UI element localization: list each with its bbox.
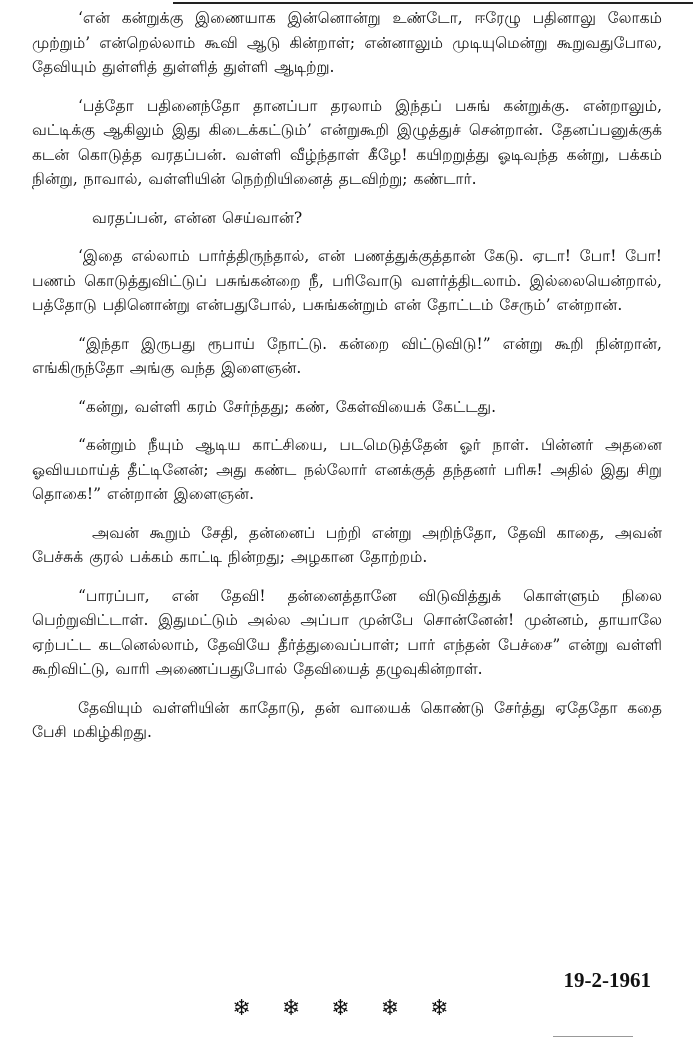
paragraph-2: ‘பத்தோ பதினைந்தோ தானப்பா தரலாம் இந்தப் பசுங் கன்றுக்கு. என்றாலும், வட்டிக்கு ஆகிலும் இது கிடைக்கட்டும்’ என்றுகூறி இழுத்துச் சென்றான். தேனப்பனுக்குக் கடன் கொடுத்த வரதப்பன். வள்ளி வீழ்ந்தாள் கீழே! கயிறறுத்து ஓடிவந்த கன்று, பக்கம் நின்று, நாவால், வள்ளியின் நெற்றியினைத் தடவிற்று; கண்டார். <box>32 96 662 188</box>
page-body <box>32 6 662 759</box>
paragraph-10: தேவியும் வள்ளியின் காதோடு, தன் வாயைக் கொண்டு சேர்த்து ஏதேதோ கதை பேசி மகிழ்கிறது. <box>32 698 662 741</box>
bottom-rule <box>553 1036 633 1037</box>
paragraph-9: “பாரப்பா, என் தேவி! தன்னைத்தானே விடுவித்துக் கொள்ளும் நிலை பெற்றுவிட்டாள். இதுமட்டும் அல்ல அப்பா முன்பே சொன்னேன்! முன்னம், தாயாலே ஏற்பட்ட கடனெல்லாம், தேவியே தீர்த்துவைப்பாள்; பார் எந்தன் பேச்சை” என்று வள்ளி கூறிவிட்டு, வாரி அணைப்பதுபோல் தேவியைத் தழுவுகின்றாள். <box>32 586 662 678</box>
paragraph-7: “கன்றும் நீயும் ஆடிய காட்சியை, படமெடுத்தேன் ஓர் நாள். பின்னர் அதனை ஓவியமாய்த் தீட்டினேன்; அது கண்ட நல்லோர் எனக்குத் தந்தனர் பரிசு! அதில் இது சிறு தொகை!” என்றான் இளைஞன். <box>32 436 662 503</box>
paragraph-6: “கன்று, வள்ளி கரம் சேர்ந்தது; கண், கேள்வியைக் கேட்டது. <box>78 397 496 416</box>
paragraph-5: “இந்தா இருபது ரூபாய் நோட்டு. கன்றை விட்டுவிடு!” என்று கூறி நின்றான், எங்கிருந்தோ அங்கு வந்த இளைஞன். <box>32 334 662 377</box>
date-stamp: 19-2-1961 <box>563 968 651 992</box>
paragraph-4: ‘இதை எல்லாம் பார்த்திருந்தால், என் பணத்துக்குத்தான் கேடு. ஏடா! போ! போ! பணம் கொடுத்துவிட்டுப் பசுங்கன்றை நீ, பரிவோடு வளர்த்திடலாம். இல்லையென்றால், பத்தோடு பதினொன்று என்பதுபோல், பசுங்கன்றும் என் தோட்டம் சேரும்’ என்றான். <box>32 247 662 314</box>
section-separator-stars: ❄ ❄ ❄ ❄ ❄ <box>232 996 461 1021</box>
paragraph-3: வரதப்பன், என்ன செய்வான்? <box>92 208 303 227</box>
paragraph-8: அவன் கூறும் சேதி, தன்னைப் பற்றி என்று அறிந்தோ, தேவி காதை, அவன் பேச்சுக் குரல் பக்கம் காட்டி நின்றது; அழகான தோற்றம். <box>32 523 662 566</box>
paragraph-1: ‘என் கன்றுக்கு இணையாக இன்னொன்று உண்டோ, ஈரேழு பதினாலு லோகம் முற்றும்’ என்றெல்லாம் கூவி ஆடு கின்றாள்; என்னாலும் முடியுமென்று கூறுவதுபோல, தேவியும் துள்ளித் துள்ளித் துள்ளி ஆடிற்று. <box>32 9 662 76</box>
top-rule <box>173 2 693 4</box>
